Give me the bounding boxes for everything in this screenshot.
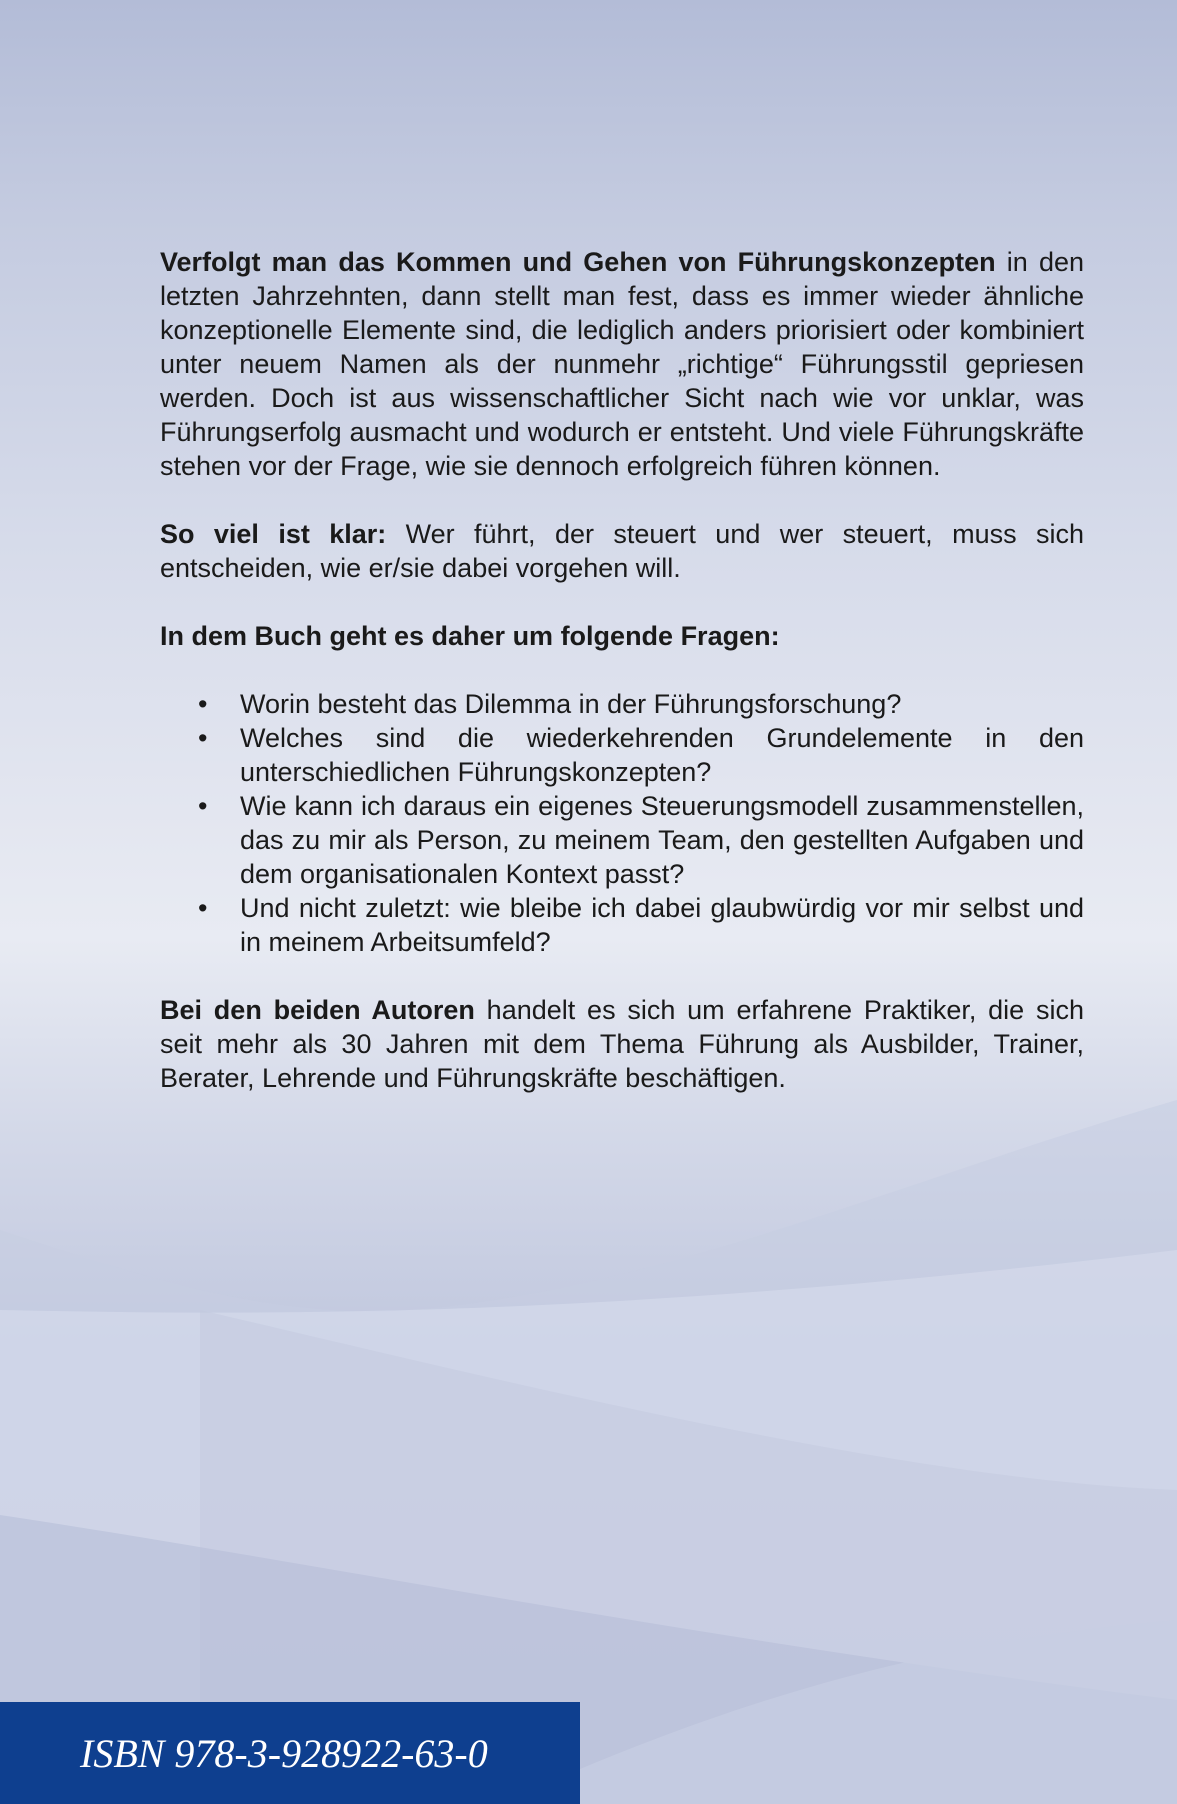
authors-paragraph xyxy=(160,993,1084,1095)
claim-paragraph xyxy=(160,517,1084,585)
isbn-number: ISBN 978-3-928922-63-0 xyxy=(80,1731,488,1776)
blurb-text xyxy=(160,245,1084,1129)
claim-body: Wer führt, der steuert und wer steuert, muss sich entscheiden, wie er/sie dabei vorgehen will. xyxy=(160,519,1084,583)
claim-lead: So viel ist klar: xyxy=(160,519,387,549)
question-item: • Welches sind die wiederkehrenden Grundelemente in den unterschiedlichen Führungskonzepten? xyxy=(160,721,1084,789)
authors-lead: Bei den beiden Autoren xyxy=(160,995,475,1025)
isbn-bar xyxy=(0,1702,580,1804)
question-item: • Wie kann ich daraus ein eigenes Steuerungsmodell zusammenstellen, das zu mir als Person, zu meinem Team, den gestellten Aufgaben und dem organisationalen Kontext passt? xyxy=(160,789,1084,891)
intro-body: in den letzten Jahrzehnten, dann stellt man fest, dass es immer wieder ähnliche konzeptionelle Elemente sind, die lediglich anders priorisiert oder kombiniert unter neuem Namen als der nunmehr „richtige“ Führungsstil gepriesen werden. Doch ist aus wissenschaftlicher Sicht nach wie vor unklar, was Führungserfolg ausmacht und wodurch er entsteht. Und viele Führungskräfte stehen vor der Frage, wie sie dennoch erfolgreich führen können. xyxy=(160,247,1084,481)
authors-body: handelt es sich um erfahrene Praktiker, die sich seit mehr als 30 Jahren mit dem Thema Führung als Ausbilder, Trainer, Berater, Lehrende und Führungskräfte beschäftigen. xyxy=(160,995,1084,1093)
question-item: • Und nicht zuletzt: wie bleibe ich dabei glaubwürdig vor mir selbst und in meinem Arbeitsumfeld? xyxy=(160,891,1084,959)
question-item: • Worin besteht das Dilemma in der Führungsforschung? xyxy=(160,687,1084,721)
intro-lead: Verfolgt man das Kommen und Gehen von Führungskonzepten xyxy=(160,247,996,277)
intro-paragraph xyxy=(160,245,1084,483)
questions-heading: In dem Buch geht es daher um folgende Fragen: xyxy=(160,621,780,651)
questions-list xyxy=(160,687,1084,959)
